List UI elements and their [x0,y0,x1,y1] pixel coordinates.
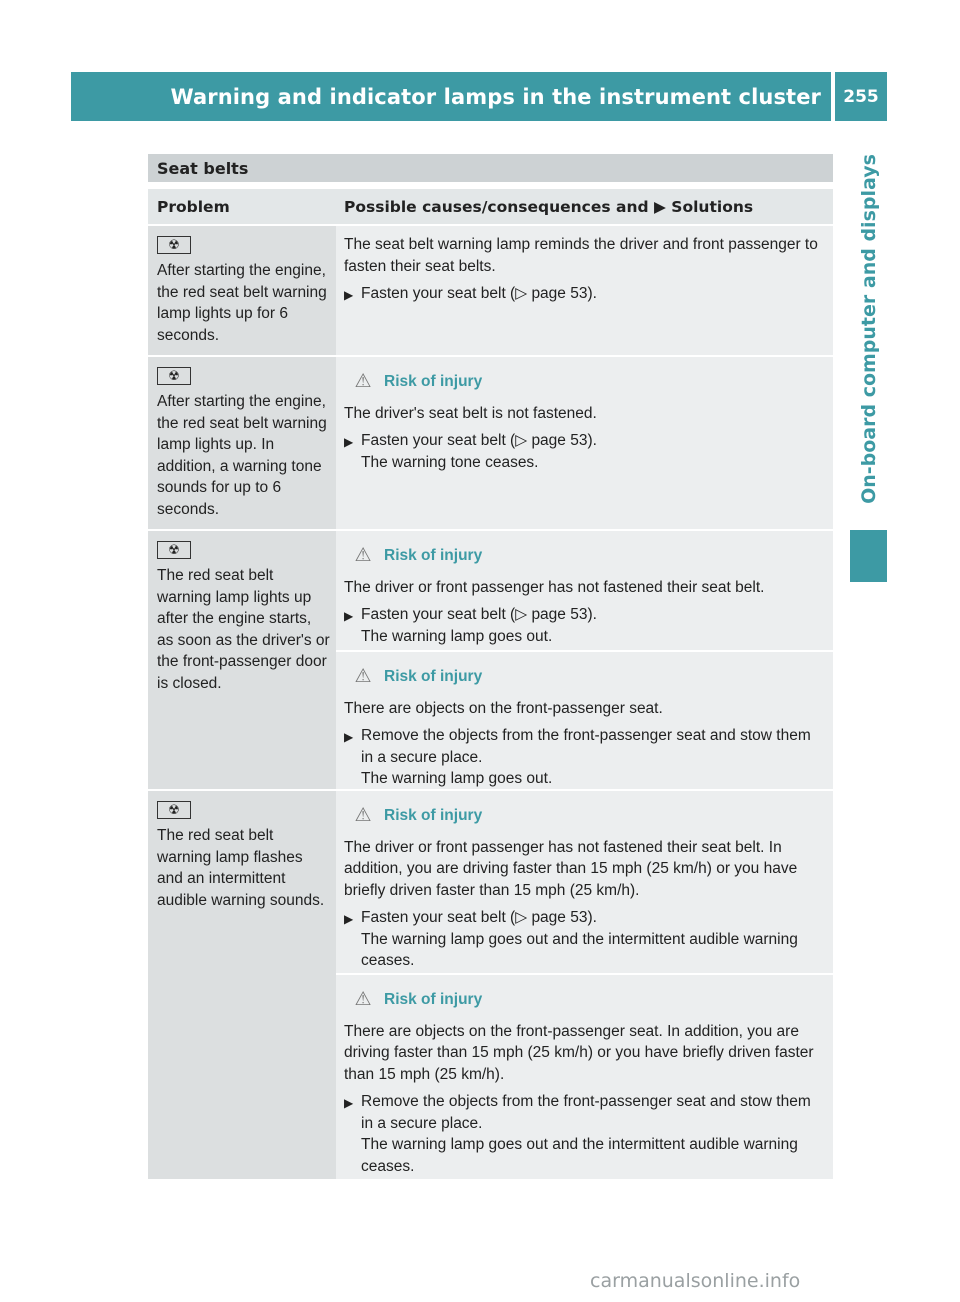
step-result: The warning lamp goes out and the intermittent audible warning ceases. [361,930,798,969]
warning-heading [352,805,827,827]
step-text: Fasten your seat belt (▷ page 53). [361,285,597,302]
arrow-right-icon: ▶ [344,288,354,302]
section-title-text: Seat belts [157,158,249,178]
solution-cell [336,226,833,355]
warning-heading [352,989,827,1011]
solution-step [344,725,827,790]
warning-triangle-icon: ⚠ [354,666,372,687]
warning-text: The driver or front passenger has not fastened their seat belt. In addition, you are driving faster than 15 mph (25 km/h) or you have briefly driven faster than 15 mph (25 km/h). [344,838,798,899]
column-header-problem: Problem [157,197,230,216]
solution-block [336,652,833,800]
step-text: Fasten your seat belt (▷ page 53). [361,909,597,926]
problem-cell [148,226,336,355]
warning-text: The driver or front passenger has not fastened their seat belt. [344,578,765,596]
warning-title: Risk of injury [384,547,483,564]
solution-block [336,531,833,652]
section-title [148,154,833,182]
solution-step [344,907,827,972]
step-text: Remove the objects from the front-passenger seat and stow them in a secure place. [361,727,811,766]
solution-step [344,430,827,473]
arrow-right-icon: ▶ [344,435,354,449]
step-text: Remove the objects from the front-passenger seat and stow them in a secure place. [361,1093,811,1132]
seatbelt-icon: ☢ [157,236,191,254]
side-chapter-tab [850,530,887,582]
warning-triangle-icon: ⚠ [354,371,372,392]
arrow-right-icon: ▶ [344,912,354,926]
table-row [148,531,833,789]
table-row [148,791,833,1179]
warning-title: Risk of injury [384,373,483,390]
warning-title: Risk of injury [384,668,483,685]
seatbelt-icon: ☢ [157,541,191,559]
step-text: Fasten your seat belt (▷ page 53). [361,606,597,623]
step-result: The warning lamp goes out. [361,627,553,645]
table-row [148,226,833,355]
problem-cell [148,357,336,529]
solution-block [336,226,833,317]
seat-belt-table [148,189,833,1179]
warning-text: There are objects on the front-passenger seat. In addition, you are driving faster than 15 mph (25 km/h) or you have briefly driven faster than 15 mph (25 km/h). [344,1022,814,1083]
table-row [148,357,833,529]
problem-cell [148,791,336,1179]
solution-cell [336,531,833,789]
warning-text: The driver's seat belt is not fastened. [344,404,597,422]
warning-text: There are objects on the front-passenger seat. [344,699,663,717]
arrow-right-icon: ▶ [344,609,354,623]
seatbelt-icon: ☢ [157,367,191,385]
warning-title: Risk of injury [384,991,483,1008]
solution-step [344,1091,827,1177]
warning-heading [352,371,827,393]
warning-title: Risk of injury [384,807,483,824]
warning-triangle-icon: ⚠ [354,989,372,1010]
table-header [148,189,833,226]
solution-step [344,283,827,307]
side-chapter-text: On-board computer and displays [857,153,880,504]
problem-text: The red seat belt warning lamp lights up after the engine starts, as soon as the driver's or the front-passenger door is closed. [157,567,330,692]
warning-heading [352,545,827,567]
solution-cell [336,791,833,1179]
solution-block [336,357,833,483]
arrow-right-icon: ▶ [344,1096,354,1110]
chapter-title: Warning and indicator lamps in the instrument cluster [170,84,821,109]
step-result: The warning lamp goes out. [361,770,553,787]
solution-cell [336,357,833,529]
step-text: Fasten your seat belt (▷ page 53). [361,432,597,449]
page-number-box [835,72,887,121]
step-result: The warning lamp goes out and the intermittent audible warning ceases. [361,1136,798,1175]
problem-text: After starting the engine, the red seat belt warning lamp lights up. In addition, a warning tone sounds for up to 6 seconds. [157,393,327,518]
watermark-text: carmanualsonline.info [590,1270,801,1292]
solution-block [336,791,833,975]
problem-text: The red seat belt warning lamp flashes and an intermittent audible warning sounds. [157,827,325,909]
chapter-header [71,72,831,121]
page-number: 255 [843,86,879,107]
warning-triangle-icon: ⚠ [354,545,372,566]
problem-text: After starting the engine, the red seat belt warning lamp lights up for 6 seconds. [157,262,327,344]
step-result: The warning tone ceases. [361,453,539,471]
side-chapter-label [850,127,887,530]
solution-block [336,975,833,1187]
arrow-right-icon: ▶ [344,730,354,744]
warning-triangle-icon: ⚠ [354,805,372,826]
problem-cell [148,531,336,789]
solution-step [344,604,827,647]
seatbelt-icon: ☢ [157,801,191,819]
column-header-solutions: Possible causes/consequences and ▶ Solutions [344,197,754,216]
solution-intro: The seat belt warning lamp reminds the driver and front passenger to fasten their seat belts. [344,236,818,275]
warning-heading [352,666,827,688]
